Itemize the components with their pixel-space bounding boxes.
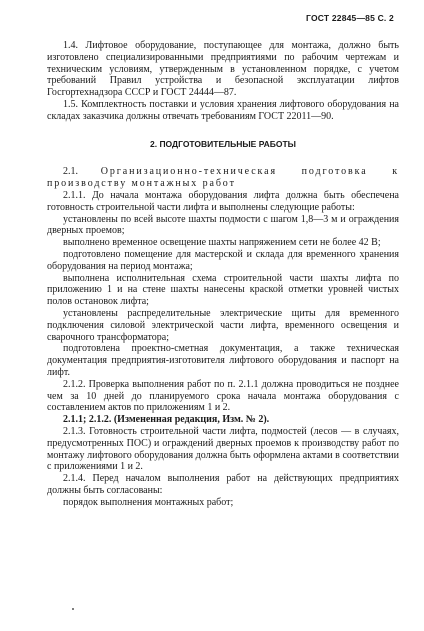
paragraph-2-1-2: 2.1.2. Проверка выполнения работ по п. 2.1.1 должна проводиться не позднее чем за 10 дней до планируемого срока начала монтажа оборудования с составлением актов по приложениям 1 и 2. — [47, 378, 399, 414]
amendment-note: 2.1.1; 2.1.2. (Измененная редакция, Изм. № 2). — [63, 414, 270, 426]
paragraph-1-4: 1.4. Лифтовое оборудование, поступающее для монтажа, должно быть изготовлено специализированными предприятиями по рабочим чертежам и техническим условиям, утвержденным в установленном порядке, с учетом требований Правил устройства и безопасной эксплуатации лифтов Госгортехнадзора СССР и ГОСТ 24444—87. — [47, 40, 399, 99]
document-body — [47, 40, 399, 508]
subsection-heading — [47, 166, 399, 190]
list-item: установлены по всей высоте шахты подмости с шагом 1,8—3 м и ограждения дверных проемов; — [47, 213, 399, 237]
list-item: выполнено временное освещение шахты напряжением сети не более 42 В; — [63, 237, 381, 249]
section-title: 2. ПОДГОТОВИТЕЛЬНЫЕ РАБОТЫ — [150, 138, 296, 149]
page-header: ГОСТ 22845—85 С. 2 — [306, 13, 394, 23]
paragraph-1-5: 1.5. Комплектность поставки и условия хранения лифтового оборудования на складах заказчика должны отвечать требованиям ГОСТ 22011—90. — [47, 98, 399, 122]
list-item: порядок выполнения монтажных работ; — [63, 496, 234, 508]
subsection-title: Организационно-техническая подготовка к производству монтажных работ — [47, 166, 399, 190]
list-item: выполнена исполнительная схема строительной части шахты лифта по приложению 1 и на стене шахты нанесены краской отметки уровней чистых полов остановок лифта; — [47, 272, 399, 308]
scan-speck — [72, 608, 74, 610]
paragraph-2-1-4: 2.1.4. Перед началом выполнения работ на действующих предприятиях должны быть согласованы: — [47, 473, 399, 496]
list-item: подготовлена проектно-сметная документация, а также техническая документация предприятия-изготовителя лифтового оборудования и паспорт на лифт. — [47, 343, 399, 378]
list-item: подготовлено помещение для мастерской и склада для временного хранения оборудования на период монтажа; — [47, 248, 399, 272]
paragraph-2-1-3: 2.1.3. Готовность строительной части лифта, подмостей (лесов — в случаях, предусмотренных ПОС) и ограждений дверных проемов к производству работ по монтажу лифтового оборудования должна быть оформлена актами в соответствии с приложениями 1 и 2. — [47, 425, 399, 473]
paragraph-2-1-1: 2.1.1. До начала монтажа оборудования лифта должна быть обеспечена готовность строительной части лифта и выполнены следующие работы: — [47, 189, 399, 213]
list-item: установлены распределительные электрические щиты для временного подключения силовой электрической части лифта, временного освещения и сварочного трансформатора; — [47, 307, 399, 343]
subsection-number: 2.1. — [63, 166, 78, 178]
